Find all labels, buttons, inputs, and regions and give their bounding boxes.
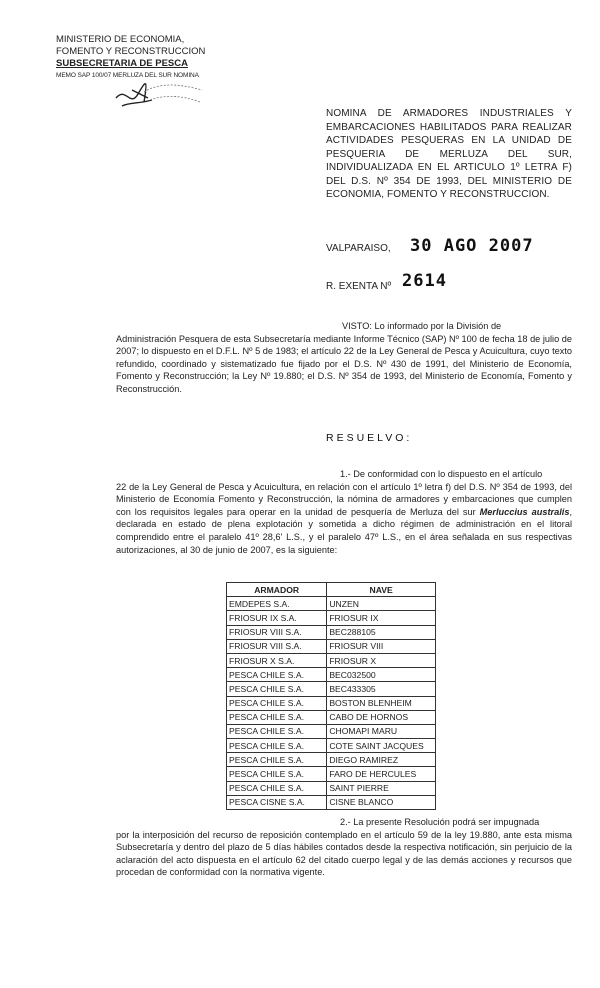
nave-cell: CISNE BLANCO: [327, 795, 436, 809]
armador-cell: PESCA CHILE S.A.: [227, 739, 327, 753]
point-2-body: por la interposición del recurso de reposición contemplado en el artículo 59 de la ley 19.880, ante esta misma Subsecretaría y dentro del plazo de 5 días hábiles contados desde la respectiva notificación, sin perjuicio de la aclaración del acto dispuesta en el artículo 62 del citado cuerpo legal y de las demás acciones y recursos que procedan de conformidad con la normativa vigente.: [116, 829, 572, 878]
table-row: [227, 625, 436, 639]
memo-reference: MEMO SAP 100/07 MERLUZA DEL SUR NOMINA: [56, 72, 199, 79]
nave-cell: CHOMAPI MARU: [327, 724, 436, 738]
visto-lead: VISTO: Lo informado por la División de: [342, 321, 502, 331]
stamp-mark-icon: [140, 78, 210, 108]
nave-cell: BEC032500: [327, 668, 436, 682]
armador-cell: FRIOSUR VIII S.A.: [227, 625, 327, 639]
point-1-body-a: 22 de la Ley General de Pesca y Acuicultura, en relación con el artículo 1º letra f) del D.S. Nº 354 de 1993, del Ministerio de Economía Fomento y Reconstrucción, la nómina de armadores y embarcaciones que cumplen con los requisitos legales para operar en la unidad de pesquería de Merluza del sur: [116, 481, 572, 517]
point-1-body-b: , declarada en estado de plena explotación y sometida a dicho régimen de administración en el litoral comprendido entre el paralelo 41º 28,6' L.S., y el paralelo 47º L.S., en el área señalada en sus respectivas autorizaciones, al 30 de junio de 2007, es la siguiente:: [116, 506, 572, 555]
table-row: [227, 795, 436, 809]
armador-cell: PESCA CHILE S.A.: [227, 668, 327, 682]
visto-paragraph: [116, 320, 572, 396]
table-header-row: [227, 583, 436, 597]
visto-body: Administración Pesquera de esta Subsecretaría mediante Informe Técnico (SAP) Nº 100 de fecha 18 de julio de 2007; lo dispuesto en el D.F.L. Nº 5 de 1983; el artículo 22 de la Ley General de Pesca y Acuicultura, cuyo texto refundido, coordinado y sistematizado fue fijado por el D.S. Nº 430 de 1991, del Ministerio de Economía, Fomento y Reconstrucción; la Ley Nº 19.880; el D.S. Nº 354 de 1993, del Ministerio de Economía, Fomento y Reconstrucción.: [116, 333, 572, 394]
ministry-name-line2: FOMENTO Y RECONSTRUCCION: [56, 46, 206, 57]
armador-cell: PESCA CHILE S.A.: [227, 682, 327, 696]
nave-cell: BEC288105: [327, 625, 436, 639]
table-row: [227, 710, 436, 724]
nave-cell: COTE SAINT JACQUES: [327, 739, 436, 753]
resolution-label: R. EXENTA Nº: [326, 281, 392, 292]
table-row: [227, 753, 436, 767]
date-stamp: 30 AGO 2007: [410, 236, 534, 256]
armador-cell: PESCA CHILE S.A.: [227, 753, 327, 767]
ministry-name-line1: MINISTERIO DE ECONOMIA,: [56, 34, 185, 45]
table-row: [227, 781, 436, 795]
resolution-number: 2614: [402, 271, 447, 291]
armador-cell: FRIOSUR X S.A.: [227, 653, 327, 667]
table-row: [227, 767, 436, 781]
resuelvo-heading: RESUELVO:: [326, 432, 413, 444]
nave-cell: BEC433305: [327, 682, 436, 696]
table-row: [227, 724, 436, 738]
point-1-body: [116, 481, 572, 557]
armador-cell: PESCA CISNE S.A.: [227, 795, 327, 809]
nave-cell: DIEGO RAMIREZ: [327, 753, 436, 767]
nave-cell: CABO DE HORNOS: [327, 710, 436, 724]
nave-cell: FRIOSUR IX: [327, 611, 436, 625]
armador-cell: PESCA CHILE S.A.: [227, 767, 327, 781]
armador-cell: FRIOSUR VIII S.A.: [227, 639, 327, 653]
point-1-paragraph: [116, 468, 572, 556]
place-label: VALPARAISO,: [326, 243, 391, 254]
nave-cell: FARO DE HERCULES: [327, 767, 436, 781]
table-row: [227, 639, 436, 653]
point-1-lead: 1.- De conformidad con lo dispuesto en el artículo: [340, 469, 543, 479]
armadores-table: [226, 582, 436, 810]
armador-cell: FRIOSUR IX S.A.: [227, 611, 327, 625]
species-name: Merluccius australis: [479, 506, 570, 517]
nave-cell: FRIOSUR VIII: [327, 639, 436, 653]
table-row: [227, 696, 436, 710]
header-nave: NAVE: [327, 583, 436, 597]
armador-cell: PESCA CHILE S.A.: [227, 724, 327, 738]
armador-cell: EMDEPES S.A.: [227, 597, 327, 611]
point-2-paragraph: [116, 816, 572, 879]
table-row: [227, 682, 436, 696]
table-row: [227, 668, 436, 682]
table-row: [227, 739, 436, 753]
armador-cell: PESCA CHILE S.A.: [227, 710, 327, 724]
subsecretaria-name: SUBSECRETARIA DE PESCA: [56, 58, 188, 69]
nave-cell: SAINT PIERRE: [327, 781, 436, 795]
nave-cell: BOSTON BLENHEIM: [327, 696, 436, 710]
nave-cell: UNZEN: [327, 597, 436, 611]
document-title: NOMINA DE ARMADORES INDUSTRIALES Y EMBARCACIONES HABILITADOS PARA REALIZAR ACTIVIDADES PESQUERAS EN LA UNIDAD DE PESQUERIA DE MERLUZA DEL SUR, INDIVIDUALIZADA EN EL ARTICULO 1º LETRA F) DEL D.S. Nº 354 DE 1993, DEL MINISTERIO DE ECONOMIA, FOMENTO Y RECONSTRUCCION.: [326, 108, 572, 200]
header-armador: ARMADOR: [227, 583, 327, 597]
table-body: [227, 597, 436, 810]
armador-cell: PESCA CHILE S.A.: [227, 696, 327, 710]
armador-cell: PESCA CHILE S.A.: [227, 781, 327, 795]
point-2-lead: 2.- La presente Resolución podrá ser impugnada: [340, 817, 540, 827]
table-row: [227, 611, 436, 625]
table-row: [227, 653, 436, 667]
nave-cell: FRIOSUR X: [327, 653, 436, 667]
table-row: [227, 597, 436, 611]
